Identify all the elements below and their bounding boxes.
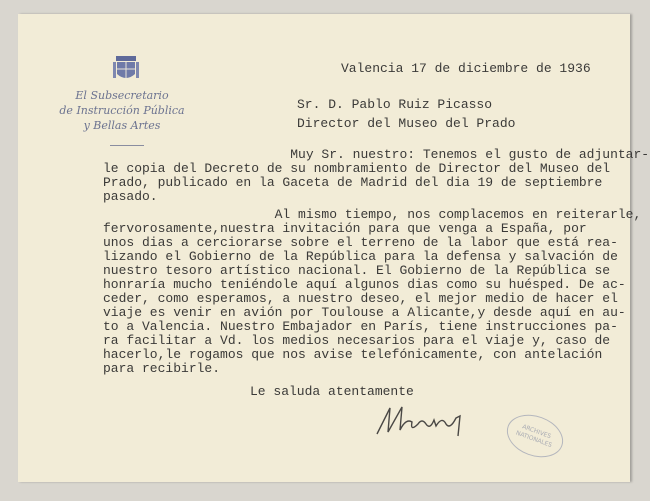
- body-line: ra facilitar a Vd. los medios necesarios para el viaje y, caso de: [103, 333, 611, 348]
- body-line: fervorosamente,nuestra invitación para que venga a España, por: [103, 221, 587, 236]
- body-line: ceder, como esperamos, a nuestro deseo, el mejor medio de hacer el: [103, 291, 618, 306]
- signature: [372, 402, 472, 442]
- body-line: hacerlo,le rogamos que nos avise telefónicamente, con antelación: [103, 347, 603, 362]
- body-line: Muy Sr. nuestro: Tenemos el gusto de adjuntar-: [103, 147, 650, 162]
- letterhead-line: El Subsecretario: [75, 89, 169, 102]
- recipient-title: Director del Museo del Prado: [297, 116, 516, 131]
- closing: Le saluda atentamente: [250, 384, 414, 399]
- body-line: Prado, publicado en la Gaceta de Madrid del dia 19 de septiembre: [103, 175, 603, 190]
- body-line: nuestro tesoro artístico nacional. El Gobierno de la República se: [103, 263, 611, 278]
- body-line: to a Valencia. Nuestro Embajador en París, tiene instrucciones pa-: [103, 319, 618, 334]
- letterhead-line: de Instrucción Pública: [59, 104, 185, 117]
- body-line: lizando el Gobierno de la República para la defensa y salvación de: [103, 249, 618, 264]
- letterhead: [52, 88, 192, 133]
- body-line: honraría mucho teniéndole aquí algunos dias como su huésped. De ac-: [103, 277, 626, 292]
- body-line: unos dias a cerciorarse sobre el terreno de la labor que está rea-: [103, 235, 618, 250]
- body-line: viaje es venir en avión por Toulouse a Alicante,y desde aquí en au-: [103, 305, 626, 320]
- recipient-name: Sr. D. Pablo Ruiz Picasso: [297, 97, 493, 112]
- letter-date: Valencia 17 de diciembre de 1936: [341, 61, 591, 76]
- letter-body: [103, 148, 649, 376]
- body-line: Al mismo tiempo, nos complacemos en reiterarle,: [103, 207, 642, 222]
- stamp-text: ARCHIVES NATIONALES: [514, 423, 553, 450]
- body-line: pasado.: [103, 189, 158, 204]
- coat-of-arms-icon: [112, 54, 140, 84]
- body-line: le copia del Decreto de su nombramiento de Director del Museo del: [103, 161, 611, 176]
- letterhead-line: y Bellas Artes: [83, 119, 161, 132]
- letterhead-divider: [110, 145, 144, 146]
- body-line: para recibirle.: [103, 361, 221, 376]
